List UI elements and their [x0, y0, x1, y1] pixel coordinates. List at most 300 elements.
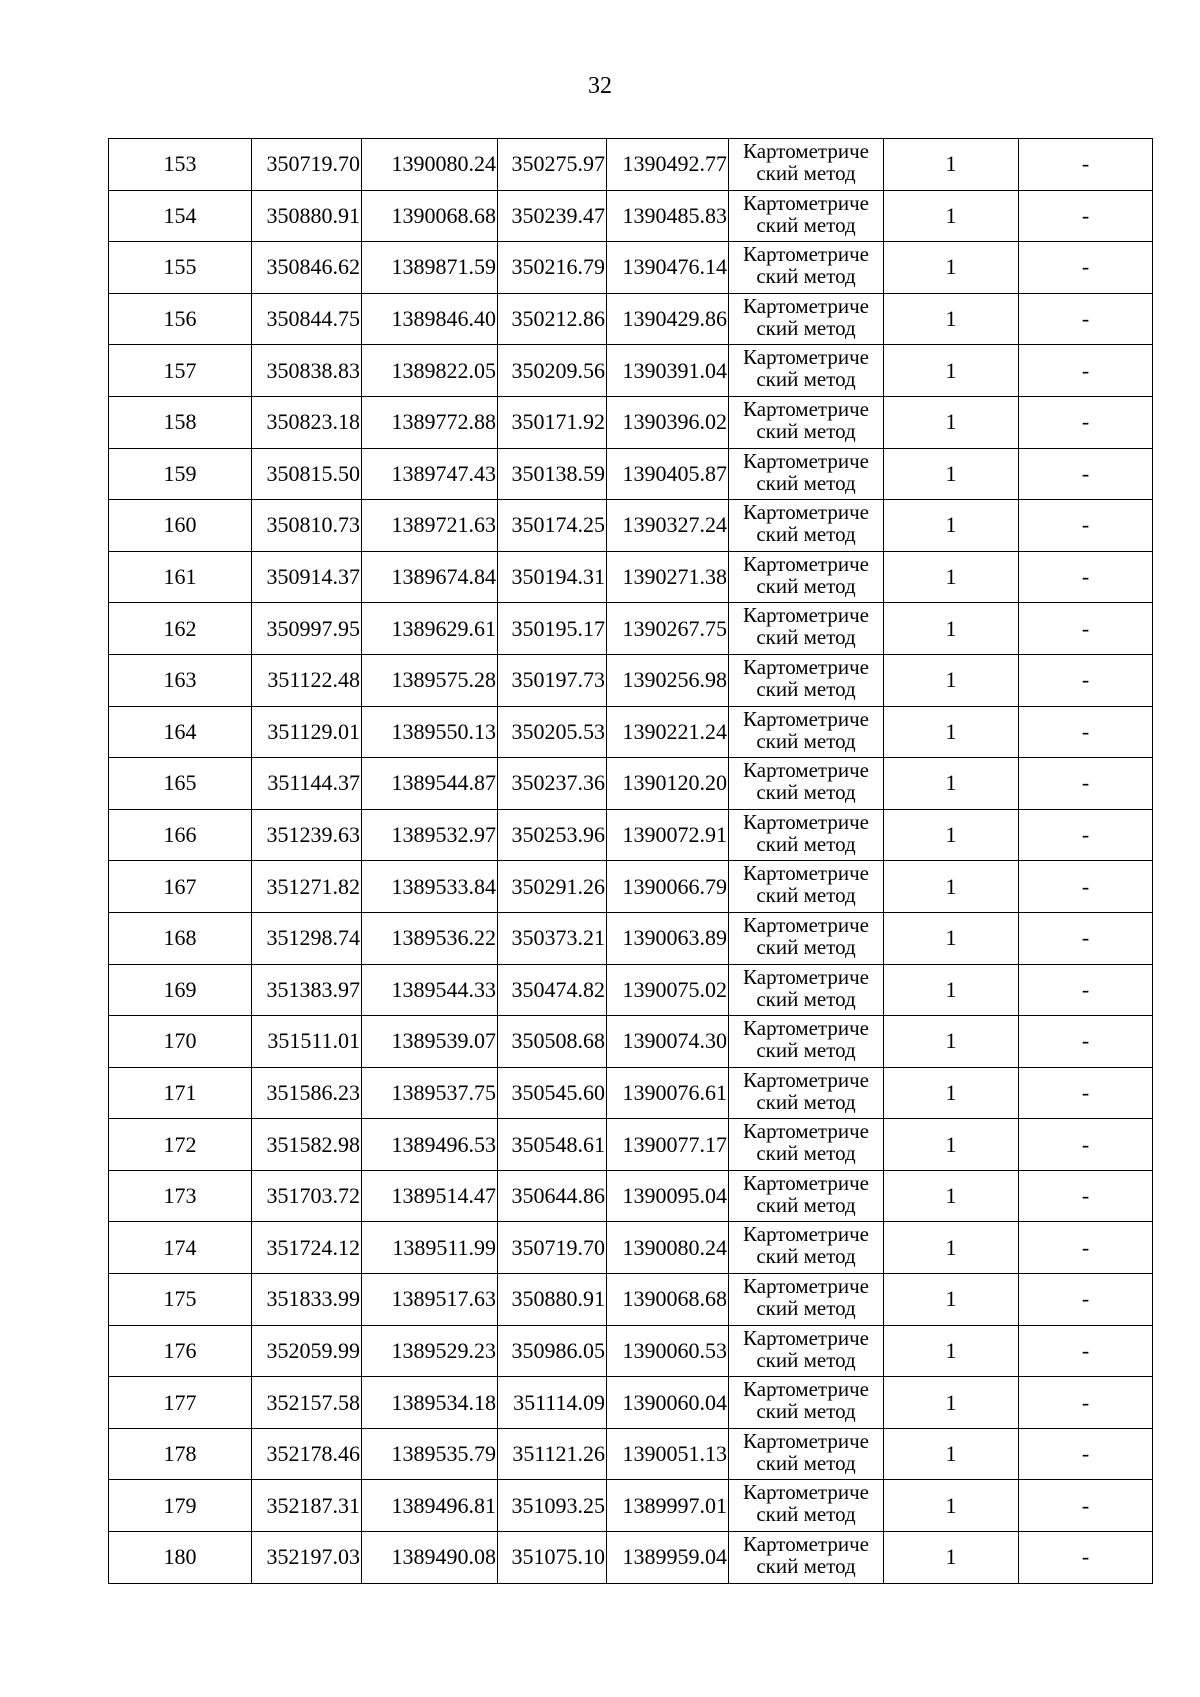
note-cell: -	[1019, 912, 1153, 964]
y2-cell: 1390095.04	[607, 1170, 729, 1222]
y1-cell: 1390068.68	[362, 190, 498, 242]
y2-cell: 1390075.02	[607, 964, 729, 1016]
x1-cell: 350815.50	[252, 448, 362, 500]
table-row	[109, 1016, 1153, 1068]
table-row	[109, 242, 1153, 294]
note-cell: -	[1019, 1170, 1153, 1222]
accuracy-cell: 1	[884, 345, 1019, 397]
method-text: ский метод	[756, 1450, 856, 1475]
method-cell	[729, 242, 884, 294]
point-number-cell: 155	[109, 242, 252, 294]
accuracy-cell: 1	[884, 1480, 1019, 1532]
table-row	[109, 1480, 1153, 1532]
method-cell	[729, 448, 884, 500]
method-text: ский метод	[756, 1399, 856, 1424]
x1-cell: 352187.31	[252, 1480, 362, 1532]
table-row	[109, 1325, 1153, 1377]
accuracy-cell: 1	[884, 293, 1019, 345]
accuracy-cell: 1	[884, 1222, 1019, 1274]
method-text: Картометриче	[743, 551, 869, 576]
method-text: ский метод	[756, 1296, 856, 1321]
method-text: Картометриче	[743, 396, 869, 421]
x1-cell: 351298.74	[252, 912, 362, 964]
note-cell: -	[1019, 448, 1153, 500]
y1-cell: 1389772.88	[362, 396, 498, 448]
y1-cell: 1390080.24	[362, 139, 498, 191]
point-number-cell: 160	[109, 500, 252, 552]
point-number-cell: 178	[109, 1428, 252, 1480]
method-text: ский метод	[756, 212, 856, 237]
note-cell: -	[1019, 1067, 1153, 1119]
accuracy-cell: 1	[884, 1170, 1019, 1222]
method-text: Картометриче	[743, 758, 869, 783]
x2-cell: 350880.91	[498, 1274, 607, 1326]
accuracy-cell: 1	[884, 551, 1019, 603]
y2-cell: 1390076.61	[607, 1067, 729, 1119]
table-row	[109, 1067, 1153, 1119]
method-text: ский метод	[756, 831, 856, 856]
method-text: Картометриче	[743, 1325, 869, 1350]
note-cell: -	[1019, 809, 1153, 861]
table-row	[109, 654, 1153, 706]
x2-cell: 350171.92	[498, 396, 607, 448]
table-row	[109, 1428, 1153, 1480]
method-cell	[729, 190, 884, 242]
x1-cell: 351129.01	[252, 706, 362, 758]
note-cell: -	[1019, 706, 1153, 758]
method-cell	[729, 706, 884, 758]
method-text: Картометриче	[743, 706, 869, 731]
method-cell	[729, 912, 884, 964]
table-row	[109, 912, 1153, 964]
method-text: Картометриче	[743, 1274, 869, 1299]
accuracy-cell: 1	[884, 242, 1019, 294]
table-row	[109, 448, 1153, 500]
point-number-cell: 165	[109, 758, 252, 810]
x2-cell: 351075.10	[498, 1532, 607, 1584]
y1-cell: 1389550.13	[362, 706, 498, 758]
note-cell: -	[1019, 1428, 1153, 1480]
method-cell	[729, 500, 884, 552]
method-cell	[729, 1428, 884, 1480]
accuracy-cell: 1	[884, 500, 1019, 552]
method-text: Картометриче	[743, 1170, 869, 1195]
method-text: Картометриче	[743, 293, 869, 318]
y1-cell: 1389532.97	[362, 809, 498, 861]
y1-cell: 1389544.87	[362, 758, 498, 810]
y1-cell: 1389822.05	[362, 345, 498, 397]
x1-cell: 350838.83	[252, 345, 362, 397]
x1-cell: 350844.75	[252, 293, 362, 345]
note-cell: -	[1019, 1377, 1153, 1429]
method-text: ский метод	[756, 418, 856, 443]
x2-cell: 350373.21	[498, 912, 607, 964]
method-cell	[729, 758, 884, 810]
y2-cell: 1390074.30	[607, 1016, 729, 1068]
note-cell: -	[1019, 396, 1153, 448]
x1-cell: 352197.03	[252, 1532, 362, 1584]
note-cell: -	[1019, 654, 1153, 706]
x2-cell: 350508.68	[498, 1016, 607, 1068]
method-text: Картометриче	[743, 809, 869, 834]
x2-cell: 350212.86	[498, 293, 607, 345]
x1-cell: 350810.73	[252, 500, 362, 552]
x1-cell: 351833.99	[252, 1274, 362, 1326]
y2-cell: 1390327.24	[607, 500, 729, 552]
y1-cell: 1389490.08	[362, 1532, 498, 1584]
x1-cell: 350914.37	[252, 551, 362, 603]
x2-cell: 350174.25	[498, 500, 607, 552]
method-text: Картометриче	[743, 1377, 869, 1402]
method-cell	[729, 1119, 884, 1171]
method-cell	[729, 964, 884, 1016]
method-text: Картометриче	[743, 1428, 869, 1453]
method-text: Картометриче	[743, 1067, 869, 1092]
method-text: ский метод	[756, 1347, 856, 1372]
y1-cell: 1389534.18	[362, 1377, 498, 1429]
point-number-cell: 157	[109, 345, 252, 397]
y1-cell: 1389514.47	[362, 1170, 498, 1222]
table-row	[109, 758, 1153, 810]
method-text: ский метод	[756, 1554, 856, 1579]
method-text: Картометриче	[743, 603, 869, 628]
y2-cell: 1390072.91	[607, 809, 729, 861]
method-text: ский метод	[756, 367, 856, 392]
note-cell: -	[1019, 603, 1153, 655]
accuracy-cell: 1	[884, 603, 1019, 655]
table-row	[109, 603, 1153, 655]
x1-cell: 351383.97	[252, 964, 362, 1016]
note-cell: -	[1019, 1532, 1153, 1584]
note-cell: -	[1019, 551, 1153, 603]
y2-cell: 1390492.77	[607, 139, 729, 191]
note-cell: -	[1019, 190, 1153, 242]
accuracy-cell: 1	[884, 448, 1019, 500]
x2-cell: 350209.56	[498, 345, 607, 397]
method-text: Картометриче	[743, 1532, 869, 1557]
y2-cell: 1390080.24	[607, 1222, 729, 1274]
x2-cell: 350474.82	[498, 964, 607, 1016]
y2-cell: 1390271.38	[607, 551, 729, 603]
point-number-cell: 175	[109, 1274, 252, 1326]
note-cell: -	[1019, 345, 1153, 397]
x1-cell: 350719.70	[252, 139, 362, 191]
table-row	[109, 1377, 1153, 1429]
page-number: 32	[588, 73, 612, 99]
note-cell: -	[1019, 293, 1153, 345]
point-number-cell: 169	[109, 964, 252, 1016]
table-body	[109, 139, 1153, 1584]
method-cell	[729, 1274, 884, 1326]
x2-cell: 351114.09	[498, 1377, 607, 1429]
x2-cell: 350548.61	[498, 1119, 607, 1171]
y2-cell: 1390060.04	[607, 1377, 729, 1429]
y2-cell: 1389959.04	[607, 1532, 729, 1584]
method-text: ский метод	[756, 676, 856, 701]
point-number-cell: 153	[109, 139, 252, 191]
point-number-cell: 162	[109, 603, 252, 655]
table-row	[109, 190, 1153, 242]
x1-cell: 351586.23	[252, 1067, 362, 1119]
y1-cell: 1389674.84	[362, 551, 498, 603]
note-cell: -	[1019, 861, 1153, 913]
x2-cell: 350195.17	[498, 603, 607, 655]
method-text: ский метод	[756, 161, 856, 185]
accuracy-cell: 1	[884, 190, 1019, 242]
method-text: Картометриче	[743, 1016, 869, 1041]
x2-cell: 350719.70	[498, 1222, 607, 1274]
point-number-cell: 168	[109, 912, 252, 964]
point-number-cell: 180	[109, 1532, 252, 1584]
point-number-cell: 174	[109, 1222, 252, 1274]
method-text: Картометриче	[743, 190, 869, 215]
y1-cell: 1389721.63	[362, 500, 498, 552]
table-row	[109, 706, 1153, 758]
y2-cell: 1390476.14	[607, 242, 729, 294]
table-row	[109, 861, 1153, 913]
y2-cell: 1390120.20	[607, 758, 729, 810]
x2-cell: 350205.53	[498, 706, 607, 758]
method-text: Картометриче	[743, 139, 869, 163]
x1-cell: 351271.82	[252, 861, 362, 913]
point-number-cell: 177	[109, 1377, 252, 1429]
x2-cell: 351121.26	[498, 1428, 607, 1480]
y1-cell: 1389529.23	[362, 1325, 498, 1377]
table-row	[109, 1532, 1153, 1584]
note-cell: -	[1019, 1119, 1153, 1171]
point-number-cell: 176	[109, 1325, 252, 1377]
point-number-cell: 167	[109, 861, 252, 913]
method-text: Картометриче	[743, 861, 869, 886]
accuracy-cell: 1	[884, 1428, 1019, 1480]
note-cell: -	[1019, 500, 1153, 552]
y2-cell: 1390485.83	[607, 190, 729, 242]
x2-cell: 350986.05	[498, 1325, 607, 1377]
point-number-cell: 173	[109, 1170, 252, 1222]
table-row	[109, 500, 1153, 552]
y1-cell: 1389511.99	[362, 1222, 498, 1274]
accuracy-cell: 1	[884, 1532, 1019, 1584]
point-number-cell: 172	[109, 1119, 252, 1171]
accuracy-cell: 1	[884, 1377, 1019, 1429]
accuracy-cell: 1	[884, 139, 1019, 191]
method-text: ский метод	[756, 470, 856, 495]
table-row	[109, 1222, 1153, 1274]
accuracy-cell: 1	[884, 396, 1019, 448]
note-cell: -	[1019, 1325, 1153, 1377]
method-text: ский метод	[756, 1038, 856, 1063]
y2-cell: 1390051.13	[607, 1428, 729, 1480]
x1-cell: 351703.72	[252, 1170, 362, 1222]
accuracy-cell: 1	[884, 1067, 1019, 1119]
accuracy-cell: 1	[884, 861, 1019, 913]
x1-cell: 351122.48	[252, 654, 362, 706]
x1-cell: 351582.98	[252, 1119, 362, 1171]
note-cell: -	[1019, 139, 1153, 191]
y1-cell: 1389629.61	[362, 603, 498, 655]
x1-cell: 351511.01	[252, 1016, 362, 1068]
y1-cell: 1389544.33	[362, 964, 498, 1016]
y1-cell: 1389537.75	[362, 1067, 498, 1119]
accuracy-cell: 1	[884, 758, 1019, 810]
x1-cell: 350823.18	[252, 396, 362, 448]
method-text: Картометриче	[743, 345, 869, 370]
y2-cell: 1390221.24	[607, 706, 729, 758]
method-text: ский метод	[756, 1502, 856, 1527]
point-number-cell: 179	[109, 1480, 252, 1532]
note-cell: -	[1019, 1480, 1153, 1532]
accuracy-cell: 1	[884, 1016, 1019, 1068]
y2-cell: 1390396.02	[607, 396, 729, 448]
method-cell	[729, 861, 884, 913]
method-text: ский метод	[756, 1141, 856, 1166]
point-number-cell: 170	[109, 1016, 252, 1068]
table-row	[109, 139, 1153, 191]
method-text: ский метод	[756, 573, 856, 598]
method-text: Картометриче	[743, 964, 869, 989]
point-number-cell: 171	[109, 1067, 252, 1119]
y1-cell: 1389496.81	[362, 1480, 498, 1532]
x1-cell: 352178.46	[252, 1428, 362, 1480]
method-text: ский метод	[756, 728, 856, 753]
x2-cell: 350138.59	[498, 448, 607, 500]
y1-cell: 1389539.07	[362, 1016, 498, 1068]
accuracy-cell: 1	[884, 1119, 1019, 1171]
table-row	[109, 964, 1153, 1016]
method-cell	[729, 139, 884, 191]
note-cell: -	[1019, 1016, 1153, 1068]
note-cell: -	[1019, 242, 1153, 294]
x2-cell: 350194.31	[498, 551, 607, 603]
table-row	[109, 345, 1153, 397]
accuracy-cell: 1	[884, 912, 1019, 964]
method-cell	[729, 1480, 884, 1532]
method-text: ский метод	[756, 934, 856, 959]
y1-cell: 1389871.59	[362, 242, 498, 294]
y2-cell: 1390068.68	[607, 1274, 729, 1326]
x1-cell: 352059.99	[252, 1325, 362, 1377]
y2-cell: 1389997.01	[607, 1480, 729, 1532]
method-cell	[729, 1325, 884, 1377]
method-cell	[729, 603, 884, 655]
method-text: ский метод	[756, 522, 856, 547]
method-text: Картометриче	[743, 500, 869, 525]
method-text: ский метод	[756, 1244, 856, 1269]
accuracy-cell: 1	[884, 809, 1019, 861]
note-cell: -	[1019, 758, 1153, 810]
y1-cell: 1389496.53	[362, 1119, 498, 1171]
point-number-cell: 154	[109, 190, 252, 242]
table-row	[109, 1170, 1153, 1222]
y2-cell: 1390391.04	[607, 345, 729, 397]
method-text: ский метод	[756, 883, 856, 908]
y2-cell: 1390063.89	[607, 912, 729, 964]
y1-cell: 1389747.43	[362, 448, 498, 500]
y2-cell: 1390405.87	[607, 448, 729, 500]
x2-cell: 350197.73	[498, 654, 607, 706]
x1-cell: 352157.58	[252, 1377, 362, 1429]
point-number-cell: 166	[109, 809, 252, 861]
method-text: Картометриче	[743, 1119, 869, 1144]
y2-cell: 1390066.79	[607, 861, 729, 913]
x2-cell: 350239.47	[498, 190, 607, 242]
y1-cell: 1389575.28	[362, 654, 498, 706]
method-cell	[729, 1222, 884, 1274]
x1-cell: 351239.63	[252, 809, 362, 861]
point-number-cell: 159	[109, 448, 252, 500]
method-cell	[729, 654, 884, 706]
method-cell	[729, 1170, 884, 1222]
y2-cell: 1390060.53	[607, 1325, 729, 1377]
note-cell: -	[1019, 1274, 1153, 1326]
method-cell	[729, 1532, 884, 1584]
method-text: Картометриче	[743, 448, 869, 473]
method-text: Картометриче	[743, 1222, 869, 1247]
y1-cell: 1389533.84	[362, 861, 498, 913]
method-text: ский метод	[756, 264, 856, 289]
y2-cell: 1390077.17	[607, 1119, 729, 1171]
note-cell: -	[1019, 1222, 1153, 1274]
x2-cell: 350291.26	[498, 861, 607, 913]
method-text: ский метод	[756, 625, 856, 650]
y1-cell: 1389846.40	[362, 293, 498, 345]
x1-cell: 350997.95	[252, 603, 362, 655]
method-cell	[729, 809, 884, 861]
x2-cell: 350545.60	[498, 1067, 607, 1119]
x2-cell: 350237.36	[498, 758, 607, 810]
table-row	[109, 396, 1153, 448]
method-text: ский метод	[756, 1192, 856, 1217]
x2-cell: 350216.79	[498, 242, 607, 294]
method-text: Картометриче	[743, 1480, 869, 1505]
x1-cell: 351724.12	[252, 1222, 362, 1274]
accuracy-cell: 1	[884, 1274, 1019, 1326]
point-number-cell: 156	[109, 293, 252, 345]
method-text: Картометриче	[743, 242, 869, 267]
method-text: ский метод	[756, 315, 856, 340]
method-cell	[729, 1016, 884, 1068]
point-number-cell: 158	[109, 396, 252, 448]
y1-cell: 1389535.79	[362, 1428, 498, 1480]
x1-cell: 350880.91	[252, 190, 362, 242]
y1-cell: 1389517.63	[362, 1274, 498, 1326]
method-text: Картометриче	[743, 654, 869, 679]
y2-cell: 1390429.86	[607, 293, 729, 345]
x2-cell: 350644.86	[498, 1170, 607, 1222]
table-row	[109, 809, 1153, 861]
method-cell	[729, 293, 884, 345]
table-row	[109, 1119, 1153, 1171]
point-number-cell: 164	[109, 706, 252, 758]
point-number-cell: 163	[109, 654, 252, 706]
x2-cell: 351093.25	[498, 1480, 607, 1532]
table-row	[109, 1274, 1153, 1326]
accuracy-cell: 1	[884, 1325, 1019, 1377]
accuracy-cell: 1	[884, 654, 1019, 706]
method-text: ский метод	[756, 780, 856, 805]
method-text: ский метод	[756, 986, 856, 1011]
method-cell	[729, 1067, 884, 1119]
accuracy-cell: 1	[884, 706, 1019, 758]
x2-cell: 350253.96	[498, 809, 607, 861]
y1-cell: 1389536.22	[362, 912, 498, 964]
y2-cell: 1390267.75	[607, 603, 729, 655]
method-text: Картометриче	[743, 912, 869, 937]
point-number-cell: 161	[109, 551, 252, 603]
x1-cell: 350846.62	[252, 242, 362, 294]
x1-cell: 351144.37	[252, 758, 362, 810]
y2-cell: 1390256.98	[607, 654, 729, 706]
